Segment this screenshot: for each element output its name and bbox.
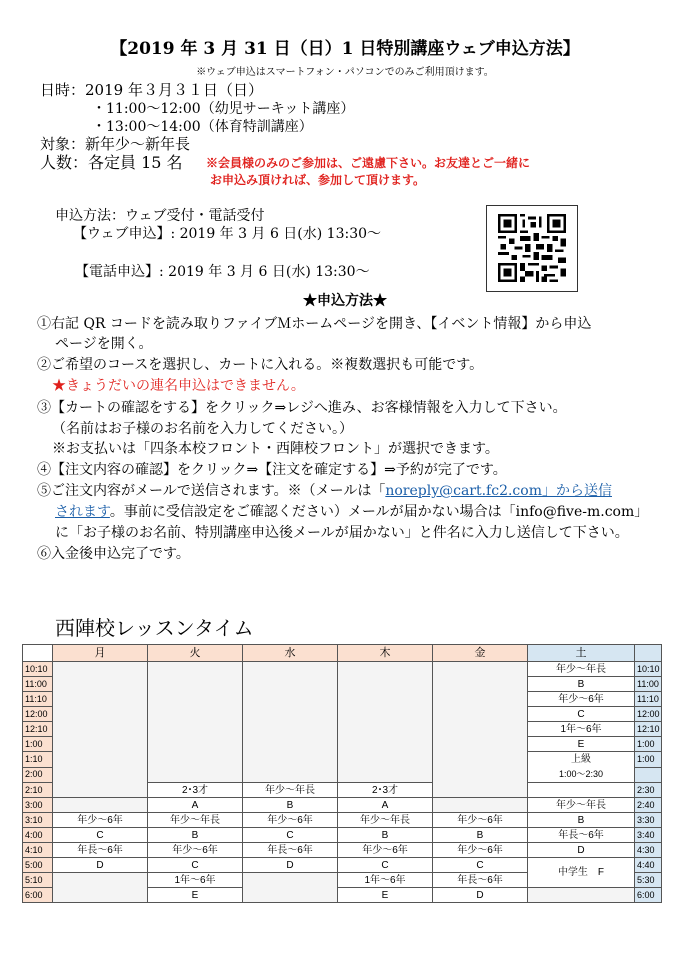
step-5 (37, 480, 612, 500)
cell-thu-310: 年少～年長 (338, 813, 433, 828)
lesson-schedule-table (22, 644, 662, 903)
step-2-warning: ★きょうだいの連名申込はできません。 (52, 378, 305, 394)
cell-wed-300: B (243, 798, 338, 813)
sat-cell: 年長～6年 (528, 828, 635, 843)
time-cell: 4:10 (23, 843, 53, 858)
time-cell: 5:10 (23, 873, 53, 888)
time-cell: 11:00 (23, 677, 53, 692)
sat-cell: 中学生 F (528, 858, 635, 888)
step-1: ①右記 QR コードを読み取りファイブＭホームページを開き、【イベント情報】から申込 (37, 316, 592, 332)
apply-method: 申込方法：ウェブ受付・電話受付 (55, 208, 265, 224)
step-3-note-payment: ※お支払いは「四条本校フロント・西陣校フロント」が選択できます。 (52, 441, 499, 457)
time-cell-right: 3:40 (635, 828, 662, 843)
step-6: ⑥入金後申込完了です。 (37, 546, 190, 562)
sat-cell: B (528, 813, 635, 828)
table-row (23, 858, 662, 873)
sat-cell: E (528, 737, 635, 752)
cell-wed-400: C (243, 828, 338, 843)
cell-thu-410: 年少～6年 (338, 843, 433, 858)
sat-cell: 年少～年長 (528, 662, 635, 677)
sat-cell: C (528, 707, 635, 722)
cell-fri-310: 年少～6年 (433, 813, 528, 828)
sat-advanced-label: 上級 (571, 754, 591, 765)
empty-cell (528, 888, 635, 903)
cell-wed-210: 年少～年長 (243, 783, 338, 798)
day-thu: 木 (338, 645, 433, 662)
time-cell: 1:10 (23, 752, 53, 768)
table-row (23, 828, 662, 843)
cell-mon-410: 年長～6年 (53, 843, 148, 858)
sat-advanced-cell (528, 752, 635, 783)
event-datetime: 日時：2019 年３月３１日（日） (40, 81, 263, 99)
cell-tue-310: 年少～年長 (148, 813, 243, 828)
day-tue: 火 (148, 645, 243, 662)
cell-tue-400: B (148, 828, 243, 843)
empty-cell (53, 873, 148, 903)
step-5-cont (55, 501, 648, 521)
web-application: 【ウェブ申込】: 2019 年 3 月 6 日(水) 13:30～ (73, 226, 382, 242)
time-cell: 4:00 (23, 828, 53, 843)
cell-tue-510: 1年～6年 (148, 873, 243, 888)
time-cell: 2:00 (23, 767, 53, 783)
cell-tue-500: C (148, 858, 243, 873)
table-row (23, 662, 662, 677)
day-fri: 金 (433, 645, 528, 662)
document-title: 【2019 年 3 月 31 日（日）1 日特別講座ウェブ申込方法】 (110, 39, 580, 59)
corner-cell-right (635, 645, 662, 662)
cell-fri-410: 年少～6年 (433, 843, 528, 858)
session-2: ・13:00～14:00（体育特訓講座） (92, 119, 313, 135)
empty-cell (53, 798, 148, 813)
schedule-title: 西陣校レッスンタイム (55, 616, 254, 640)
steps-heading: ★申込方法★ (303, 293, 387, 309)
target-age: 対象：新年少～新年長 (40, 135, 191, 153)
time-cell-right: 2:40 (635, 798, 662, 813)
cell-fri-510: 年長～6年 (433, 873, 528, 888)
sat-cell: D (528, 843, 635, 858)
time-cell-right: 12:10 (635, 722, 662, 737)
time-cell-right: 5:30 (635, 873, 662, 888)
sent-link[interactable]: されます (55, 504, 110, 520)
cell-tue-410: 年少～6年 (148, 843, 243, 858)
time-cell-right: 6:00 (635, 888, 662, 903)
time-cell: 6:00 (23, 888, 53, 903)
cell-mon-500: D (53, 858, 148, 873)
cell-thu-400: B (338, 828, 433, 843)
sat-advanced-time: 1:00～2:30 (558, 769, 604, 779)
noreply-email-link[interactable]: noreply@cart.fc2.com」から送信 (385, 483, 612, 499)
time-cell-right (635, 767, 662, 783)
time-cell-right: 4:40 (635, 858, 662, 873)
step-5-text: ⑤ご注文内容がメールで送信されます。※（メールは「 (37, 483, 386, 499)
time-cell-right: 11:00 (635, 677, 662, 692)
table-row (23, 813, 662, 828)
cell-fri-600: D (433, 888, 528, 903)
time-cell: 10:10 (23, 662, 53, 677)
cell-thu-600: E (338, 888, 433, 903)
time-cell-right: 1:00 (635, 752, 662, 768)
member-note-line2: お申込み頂ければ、参加して頂けます。 (210, 173, 426, 187)
empty-cell (433, 662, 528, 798)
cell-thu-500: C (338, 858, 433, 873)
session-1: ・11:00～12:00（幼児サーキット講座） (92, 101, 355, 117)
sat-cell: 年少～6年 (528, 692, 635, 707)
cell-wed-310: 年少～6年 (243, 813, 338, 828)
step-3: ③【カートの確認をする】をクリック⇒レジへ進み、お客様情報を入力して下さい。 (37, 400, 567, 416)
cell-mon-400: C (53, 828, 148, 843)
empty-cell (243, 662, 338, 783)
time-cell: 11:10 (23, 692, 53, 707)
capacity: 人数：各定員 15 名 (40, 153, 183, 172)
time-cell: 12:10 (23, 722, 53, 737)
cell-wed-410: 年長～6年 (243, 843, 338, 858)
cell-fri-500: C (433, 858, 528, 873)
header-row (23, 645, 662, 662)
time-cell-right: 4:30 (635, 843, 662, 858)
table-row (23, 843, 662, 858)
step-5-last: に「お子様のお名前、特別講座申込後メールが届かない」と件名に入力し送信して下さい。 (55, 525, 629, 541)
sat-cell (528, 783, 635, 798)
sat-cell: 1年～6年 (528, 722, 635, 737)
empty-cell (433, 798, 528, 813)
time-cell-right: 2:30 (635, 783, 662, 798)
sat-cell: 年少～年長 (528, 798, 635, 813)
day-wed: 水 (243, 645, 338, 662)
qr-code-icon[interactable] (486, 205, 578, 292)
cell-tue-300: A (148, 798, 243, 813)
time-cell: 5:00 (23, 858, 53, 873)
day-mon: 月 (53, 645, 148, 662)
empty-cell (148, 662, 243, 783)
sat-cell: B (528, 677, 635, 692)
time-cell: 1:00 (23, 737, 53, 752)
phone-application: 【電話申込】: 2019 年 3 月 6 日(水) 13:30～ (75, 264, 370, 280)
corner-cell (23, 645, 53, 662)
empty-cell (53, 662, 148, 798)
cell-thu-300: A (338, 798, 433, 813)
time-cell: 3:10 (23, 813, 53, 828)
time-cell-right: 3:30 (635, 813, 662, 828)
cell-tue-210: 2･3才 (148, 783, 243, 798)
empty-cell (338, 662, 433, 783)
time-cell-right: 12:00 (635, 707, 662, 722)
member-note-line1: ※会員様のみのご参加は、ご遠慮下さい。お友達とご一緒に (206, 156, 531, 170)
time-cell: 2:10 (23, 783, 53, 798)
time-cell-right: 10:10 (635, 662, 662, 677)
step-3-note-name: （名前はお子様のお名前を入力してください。） (52, 421, 353, 437)
cell-wed-500: D (243, 858, 338, 873)
cell-tue-600: E (148, 888, 243, 903)
step-2: ②ご希望のコースを選択し、カートに入れる。※複数選択も可能です。 (37, 357, 484, 373)
time-cell: 12:00 (23, 707, 53, 722)
cell-thu-210: 2･3才 (338, 783, 433, 798)
day-sat: 土 (528, 645, 635, 662)
step-4: ④【注文内容の確認】をクリック⇒【注文を確定する】⇒予約が完了です。 (37, 462, 507, 478)
time-cell-right: 11:10 (635, 692, 662, 707)
device-note: ※ウェブ申込はスマートフォン・パソコンでのみご利用頂けます。 (196, 67, 494, 78)
cell-thu-510: 1年～6年 (338, 873, 433, 888)
time-cell-right: 1:00 (635, 737, 662, 752)
step-1-cont: ページを開く。 (55, 336, 153, 352)
step-5-mid: 。事前に受信設定をご確認ください）メールが届かない場合は「info@five-m.com」 (109, 504, 649, 520)
cell-mon-310: 年少～6年 (53, 813, 148, 828)
empty-cell (243, 873, 338, 903)
time-cell: 3:00 (23, 798, 53, 813)
cell-fri-400: B (433, 828, 528, 843)
table-row (23, 798, 662, 813)
